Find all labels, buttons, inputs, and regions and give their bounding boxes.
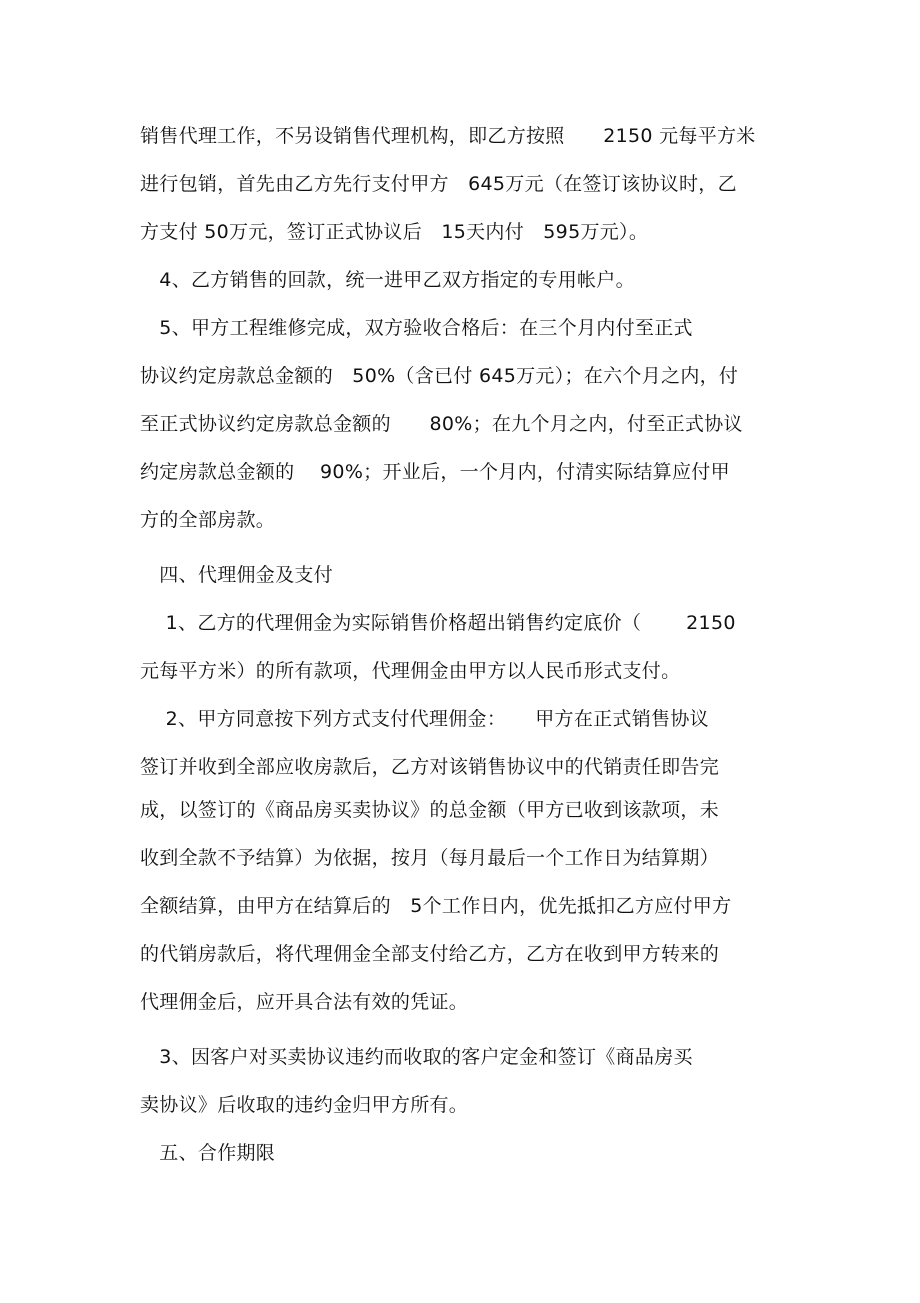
text-line: 签订并收到全部应收房款后，乙方对该销售协议中的代销责任即告完 xyxy=(140,756,720,778)
text-line: 卖协议》后收取的违约金归甲方所有。 xyxy=(140,1094,469,1116)
text-line: 4、乙方销售的回款，统一进甲乙双方指定的专用帐户。 xyxy=(140,269,635,291)
section-heading: 四、代理佣金及支付 xyxy=(140,564,334,586)
text-line: 2、甲方同意按下列方式支付代理佣金： 甲方在正式销售协议 xyxy=(140,708,709,730)
text-line: 元每平方米）的所有款项，代理佣金由甲方以人民币形式支付。 xyxy=(140,660,681,682)
text-line: 全额结算，由甲方在结算后的 5个工作日内，优先抵扣乙方应付甲方 xyxy=(140,895,732,917)
text-line: 代理佣金后，应开具合法有效的凭证。 xyxy=(140,991,469,1013)
text-line: 方支付 50万元，签订正式协议后 15天内付 595万元）。 xyxy=(140,221,649,243)
text-line: 收到全款不予结算）为依据，按月（每月最后一个工作日为结算期） xyxy=(140,847,720,869)
text-line: 方的全部房款。 xyxy=(140,509,276,531)
text-line: 1、乙方的代理佣金为实际销售价格超出销售约定底价（ 2150 xyxy=(140,612,736,634)
text-line: 约定房款总金额的 90%；开业后，一个月内，付清实际结算应付甲 xyxy=(140,461,730,483)
text-line: 至正式协议约定房款总金额的 80%；在九个月之内，付至正式协议 xyxy=(140,413,743,435)
text-line: 成，以签订的《商品房买卖协议》的总金额（甲方已收到该款项，未 xyxy=(140,799,720,821)
text-line: 3、因客户对买卖协议违约而收取的客户定金和签订《商品房买 xyxy=(140,1046,693,1068)
text-line: 进行包销，首先由乙方先行支付甲方 645万元（在签订该协议时，乙 xyxy=(140,173,737,195)
text-line: 的代销房款后，将代理佣金全部支付给乙方，乙方在收到甲方转来的 xyxy=(140,943,720,965)
text-line: 销售代理工作，不另设销售代理机构，即乙方按照 2150 元每平方米 xyxy=(140,125,756,147)
text-line: 5、甲方工程维修完成，双方验收合格后：在三个月内付至正式 xyxy=(140,317,693,339)
text-line: 协议约定房款总金额的 50%（含已付 645万元）；在六个月之内，付 xyxy=(140,365,739,387)
section-heading: 五、合作期限 xyxy=(140,1142,276,1164)
